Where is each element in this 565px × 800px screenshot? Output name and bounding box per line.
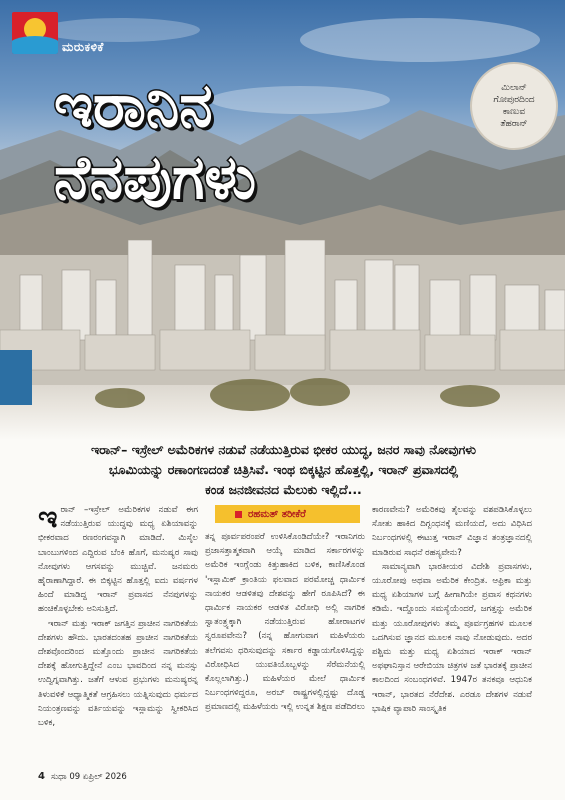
photo-caption: ಮಿಲಾನ್ ಗೋಪುರದಿಂದ ಕಾಣುವ ತೆಹರಾನ್ xyxy=(493,83,535,129)
paragraph: ಕಾರಣವೇನು? ಅಮೆರಿಕವು ತೈಲವನ್ನು ವಶಪಡಿಸಿಕೊಳ್ಳಲು ಸೋತು ಹಾಕಿದ ದಿಗ್ಬಂಧನಕ್ಕೆ ಮಣಿಯದೆ, ಅದು ವಿಧಿಸಿದ ನಿರ್ಬಂಧಗಳಲ್ಲಿ ಈಟುತ್ತ ಇರಾನ್ ವಿಜ್ಞಾನ ತಂತ್ರಜ್ಞಾನದಲ್ಲಿ ಮಾಡಿರುವ ಸಾಧನೆ ರಹಸ್ಯವೇನು? xyxy=(372,505,532,558)
section-label: ಮರುಕಳಿಕೆ xyxy=(62,40,104,54)
paragraph: ರಾನ್ –ಇಸ್ರೇಲ್ ಅಮೆರಿಕಗಳ ನಡುವೆ ಈಗ ನಡೆಯುತ್ತಿರುವ ಯುದ್ಧವು ಮಧ್ಯ ಏಶಿಯಾವನ್ನು ಭೀಕರವಾದ ರಣರಂಗವನ್ನಾಗಿ ಮಾಡಿದೆ. ಮಿಸೈಲ ಬಾಂಬುಗಳಿಂದ ಎದ್ದಿರುವ ಬೆಂಕಿ ಹೊಗೆ, ಮನುಷ್ಯರ ಸಾವು ನೋವುಗಳು ಆಗಸವನ್ನು ಮುಚ್ಚಿವೆ. ಜನಮರು ಹೈರಾಣಾಗಿದ್ದಾರೆ. ಈ ಬಿಕ್ಕಟ್ಟಿನ ಹೊತ್ತಲ್ಲಿ ಐದು ವರ್ಷಗಳ ಹಿಂದೆ ಮಾಡಿದ್ದ ಇರಾನ್ ಪ್ರವಾಸದ ನೆನಪುಗಳನ್ನು ಹಂಚಿಕೊಳ್ಳಬೇಕು ಅನಿಸುತ್ತಿದೆ. xyxy=(38,505,198,615)
magazine-logo xyxy=(12,12,58,54)
article-column-2 xyxy=(205,530,365,715)
photo-caption-badge xyxy=(470,62,558,150)
issue-info: ಸುಧಾ 09 ಏಪ್ರಿಲ್ 2026 xyxy=(50,772,127,782)
author-byline xyxy=(215,505,360,523)
byline-square-icon xyxy=(235,511,242,518)
title-line-2: ನೆನಪುಗಳು xyxy=(54,143,257,213)
article-column-1 xyxy=(38,500,198,730)
title-line-1: ಇರಾನಿನ xyxy=(54,71,213,141)
page-footer xyxy=(38,771,127,782)
page-number: 4 xyxy=(38,771,45,782)
paragraph: ಇರಾನ್ ಮತ್ತು ಇರಾಕ್ ಜಗತ್ತಿನ ಪ್ರಾಚೀನ ನಾಗರಿಕತೆಯ ದೇಶಗಳು ಹೌದು. ಭಾರತದಂತಹ ಪ್ರಾಚೀನ ನಾಗರಿಕತೆಯ ದೇಶವೊಂದರಿಂದ ಮತ್ತೊಂದು ಪ್ರಾಚೀನ ನಾಗರಿಕತೆಯ ದೇಶಕ್ಕೆ ಹೋಗುತ್ತಿದ್ದೇನೆ ಎಂಬ ಭಾವದಿಂದ ನನ್ನ ಮನಸ್ಸು ಉದ್ವಿಗ್ನವಾಗಿತ್ತು. ಜತೆಗೆ ಆಳುವ ಪ್ರಭುಗಳು ಮನುಷ್ಯರನ್ನ ತಿಳುವಳಿಕೆ ಆಧ್ಯಾತ್ಮಿಕತೆ ಆಗ್ರಹಿಸಲು ಯತ್ನಿಸುವುದು ಧರ್ಮದ ನಿಯಂತ್ರಣವನ್ನು ವರ್ತಿಯವನ್ನು ಇಸ್ಲಾಮನ್ನು ಸ್ವೀಕರಿಸಿದ ಬಳಿಕ, xyxy=(38,618,198,729)
drop-cap: ಇ xyxy=(38,500,58,535)
article-intro: ಇರಾನ್– ಇಸ್ರೇಲ್ ಅಮೆರಿಕಗಳ ನಡುವೆ ನಡೆಯುತ್ತಿರುವ ಭೀಕರ ಯುದ್ಧ, ಜನರ ಸಾವು ನೋವುಗಳು ಭೂಮಿಯನ್ನು ರಣಾಂಗಣದಂತೆ ಚಿತ್ರಿಸಿವೆ. ಇಂಥ ಬಿಕ್ಕಟ್ಟಿನ ಹೊತ್ತಲ್ಲಿ, ಇರಾನ್ ಪ್ರವಾಸದಲ್ಲಿ ಕಂಡ ಜನಜೀವನದ ಮೆಲುಕು ಇಲ್ಲಿದೆ... xyxy=(91,442,476,497)
article-column-3 xyxy=(372,503,532,716)
paragraph: ತನ್ನ ಪೂರ್ವಪರಂಪರೆ ಉಳಿಸಿಕೊಂಡಿದೆಯೇ? ಇರಾನಿಗರು ಪ್ರಜಾಸತ್ತಾತ್ಮಕವಾಗಿ ಆಯ್ಕೆ ಮಾಡಿದ ಸರ್ಕಾರಗಳನ್ನು ಅಮೆರಿಕ ಇಂಗ್ಲೆಂಡು ಕಿತ್ತುಹಾಕಿದ ಬಳಿಕ, ಕಾಣಿಸಿಕೊಂಡ 'ಇಸ್ಲಾಮಿಕ್ ಕ್ರಾಂತಿಯ ಫಲವಾದ ಪರಮೋಚ್ಚ ಧಾರ್ಮಿಕ ನಾಯಕರ ಆಡಳಿತವು ದೇಶವನ್ನು ಹೇಗೆ ರೂಪಿಸಿದೆ? ಈ ಧಾರ್ಮಿಕ ನಾಯಕರ ಆಡಳಿತ ವಿರೋಧಿ ಅಲ್ಲಿ ನಾಗರಿಕ ಸ್ವಾತಂತ್ರ್ಯಕ್ಕಾಗಿ ನಡೆಯುತ್ತಿರುವ ಹೋರಾಟಗಳ ಸ್ವರೂಪವೇನು? (ನನ್ನ ಹೋಗುವಾಗ ಮಹಿಳೆಯರು ತಲೆಗವಸು ಧರಿಸುವುದನ್ನು ಸರ್ಕಾರ ಕಡ್ಡಾಯಗೊಳಿಸಿದ್ದನ್ನು ವಿರೋಧಿಸಿದ ಯುವತಿಯೊಬ್ಬಳನ್ನು ಸೆರೆಮನೆಯಲ್ಲಿ ಕೊಲ್ಲಲಾಗಿತ್ತು.) ಮಹಿಳೆಯರ ಮೇಲೆ ಧಾರ್ಮಿಕ ನಿರ್ಬಂಧಗಳಿದ್ದರೂ, ಅರಬ್ ರಾಷ್ಟ್ರಗಳಲ್ಲಿದ್ದಷ್ಟು ದೊಡ್ಡ ಪ್ರಮಾಣದಲ್ಲಿ ಮಹಿಳೆಯರು ಇಲ್ಲಿ ಉನ್ನತ ಶಿಕ್ಷಣ ಪಡೆದಿರಲು xyxy=(205,532,365,713)
paragraph: ಸಾಮಾನ್ಯವಾಗಿ ಭಾರತೀಯರ ವಿದೇಶಿ ಪ್ರವಾಸಗಳು, ಯೂರೋಪು ಅಥವಾ ಅಮೆರಿಕ ಕೇಂದ್ರಿತ. ಆಫ್ರಿಕಾ ಮತ್ತು ಮಧ್ಯ ಏಶಿಯಾಗಳ ಬಗ್ಗೆ ಹೀಗಾಗಿಯೇ ಪ್ರವಾಸ ಕಥನಗಳು ಕಡಿಮೆ. ಇದ್ದೊಂದು ಸಮಸ್ಯೆಯೆಂದರೆ, ಜಗತ್ತನ್ನು ಅಮೆರಿಕ ಮತ್ತು ಯೂರೋಪುಗಳು ತಮ್ಮ ಪೂರ್ವಗ್ರಹಗಳ ಮೂಲಕ ಒದಗಿಸುವ ಜ್ಞಾನದ ಮೂಲಕ ನಾವು ನೋಡುವುದು. ಅದರ ಪಶ್ಚಿಮ ಮತ್ತು ಮಧ್ಯ ಏಶಿಯಾದ ಇರಾಕ್ ಇರಾನ್ ಅಫಘಾನಿಸ್ತಾನ ಆರೇಬಿಯಾ ಚಿತ್ರಗಳ ಜತೆ ಭಾರತಕ್ಕೆ ಪ್ರಾಚೀನ ಕಾಲದಿಂದ ಸಂಬಂಧಗಳಿವೆ. 1947ರ ತನಕವೂ ಆಧುನಿಕ ಇರಾನ್, ಭಾರತದ ನೆರೆದೇಶ. ಎರಡೂ ದೇಶಗಳ ನಡುವೆ ಭಾಷಿಕ ವ್ಯಾಪಾರಿ ಸಾಂಸ್ಕೃತಿಕ xyxy=(372,561,532,714)
article-title xyxy=(54,70,256,214)
author-name: ರಹಮತ್ ತರೀಕೆರೆ xyxy=(248,508,306,520)
